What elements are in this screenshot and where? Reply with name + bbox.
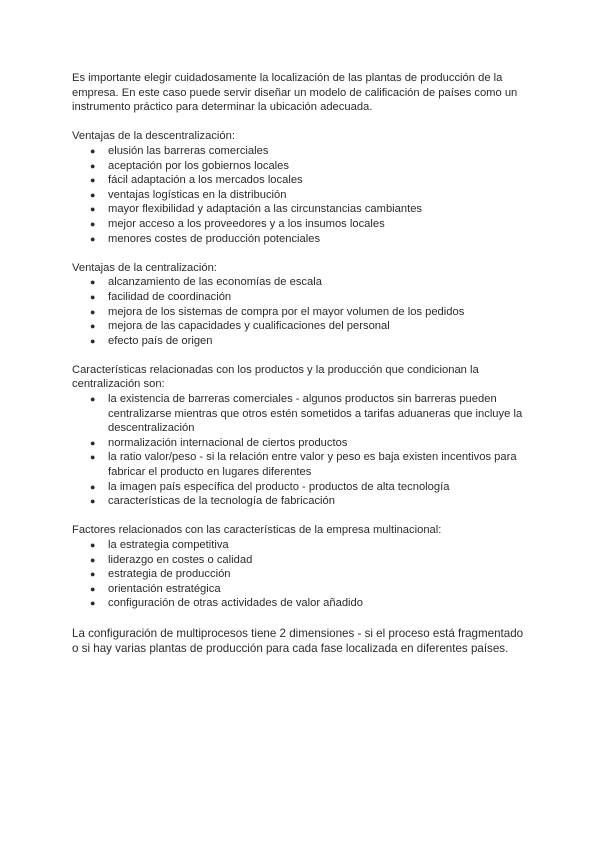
bullet-icon: ● xyxy=(90,496,96,507)
list-item xyxy=(72,275,532,290)
bullet-icon: ● xyxy=(90,598,96,609)
list-item xyxy=(72,553,532,568)
list-item xyxy=(72,334,532,349)
section-title: Características relacionadas con los productos y la producción que condicionan la centralización son: xyxy=(72,363,479,391)
section-caracteristicas-productos xyxy=(72,363,532,509)
bullet-icon: ● xyxy=(90,145,96,156)
section-descentralizacion xyxy=(72,129,532,246)
section-title: Factores relacionados con las características de la empresa multinacional: xyxy=(72,524,442,537)
bullet-icon: ● xyxy=(90,452,96,463)
list-item xyxy=(72,582,532,597)
bullet-icon: ● xyxy=(90,233,96,244)
list-item-text: mejora de los sistemas de compra por el mayor volumen de los pedidos xyxy=(108,305,465,318)
bullet-icon: ● xyxy=(90,569,96,580)
list-item xyxy=(72,144,532,159)
list-item-text: alcanzamiento de las economías de escala xyxy=(108,276,322,289)
bullet-list xyxy=(72,392,532,509)
list-item-text: la ratio valor/peso - si la relación entre valor y peso es baja existen incentivos para fabricar el producto en lugares diferentes xyxy=(108,451,517,479)
list-item-text: efecto país de origen xyxy=(108,334,213,347)
list-item-text: la existencia de barreras comerciales - algunos productos sin barreras pueden centralizarse mientras que otros estén sometidos a tarifas aduaneras que incluye la descentralización xyxy=(108,393,523,435)
list-item xyxy=(72,567,532,582)
list-item-text: estrategia de producción xyxy=(108,568,231,581)
list-item xyxy=(72,202,532,217)
list-item-text: orientación estratégica xyxy=(108,582,221,595)
bullet-icon: ● xyxy=(90,189,96,200)
bullet-icon: ● xyxy=(90,306,96,317)
list-item-text: ventajas logísticas en la distribución xyxy=(108,188,287,201)
bullet-icon: ● xyxy=(90,291,96,302)
list-item-text: fácil adaptación a los mercados locales xyxy=(108,174,303,187)
bullet-icon: ● xyxy=(90,540,96,550)
list-item xyxy=(72,494,532,509)
bullet-list xyxy=(72,538,532,611)
list-item xyxy=(72,159,532,174)
bullet-icon: ● xyxy=(90,394,96,405)
list-item-text: la imagen país específica del producto - productos de alta tecnología xyxy=(108,480,450,493)
list-item-text: configuración de otras actividades de valor añadido xyxy=(108,597,363,610)
list-item-text: facilidad de coordinación xyxy=(108,290,232,303)
section-title: Ventajas de la descentralización: xyxy=(72,130,235,143)
bullet-icon: ● xyxy=(90,204,96,215)
list-item-text: mejora de las capacidades y cualificaciones del personal xyxy=(108,320,390,333)
list-item xyxy=(72,232,532,247)
closing-paragraph: La configuración de multiprocesos tiene 2 dimensiones - si el proceso está fragmentado o si hay varias plantas de producción para cada fase localizada en diferentes países. xyxy=(72,626,524,655)
document-page xyxy=(72,71,532,656)
section-title: Ventajas de la centralización: xyxy=(72,261,217,274)
bullet-icon: ● xyxy=(90,277,96,288)
list-item xyxy=(72,538,532,553)
bullet-icon: ● xyxy=(90,437,96,448)
list-item xyxy=(72,596,532,611)
list-item xyxy=(72,217,532,232)
list-item xyxy=(72,188,532,203)
list-item-text: características de la tecnología de fabricación xyxy=(108,495,335,508)
intro-paragraph: Es importante elegir cuidadosamente la localización de las plantas de producción de la empresa. En este caso puede servir diseñar un modelo de calificación de países como un instrumento práctico para determinar la ubicación adecuada. xyxy=(72,72,518,114)
bullet-list xyxy=(72,144,532,246)
bullet-icon: ● xyxy=(90,481,96,492)
list-item-text: mayor flexibilidad y adaptación a las circunstancias cambiantes xyxy=(108,203,423,216)
list-item xyxy=(72,392,532,436)
list-item-text: aceptación por los gobiernos locales xyxy=(108,159,289,172)
list-item xyxy=(72,319,532,334)
bullet-list xyxy=(72,275,532,348)
list-item-text: normalización internacional de ciertos productos xyxy=(108,436,348,449)
list-item xyxy=(72,305,532,320)
list-item-text: mejor acceso a los proveedores y a los insumos locales xyxy=(108,217,385,230)
section-factores-empresa xyxy=(72,523,532,611)
list-item-text: menores costes de producción potenciales xyxy=(108,232,321,245)
bullet-icon: ● xyxy=(90,583,96,594)
section-centralizacion xyxy=(72,261,532,349)
list-item xyxy=(72,436,532,451)
bullet-icon: ● xyxy=(90,335,96,346)
list-item xyxy=(72,480,532,495)
bullet-icon: ● xyxy=(90,321,96,332)
list-item-text: la estrategia competitiva xyxy=(108,539,229,551)
bullet-icon: ● xyxy=(90,218,96,229)
list-item xyxy=(72,290,532,305)
bullet-icon: ● xyxy=(90,175,96,186)
bullet-icon: ● xyxy=(90,160,96,171)
bullet-icon: ● xyxy=(90,554,96,565)
list-item-text: liderazgo en costes o calidad xyxy=(108,553,253,566)
list-item xyxy=(72,450,532,479)
list-item xyxy=(72,173,532,188)
list-item-text: elusión las barreras comerciales xyxy=(108,144,269,157)
